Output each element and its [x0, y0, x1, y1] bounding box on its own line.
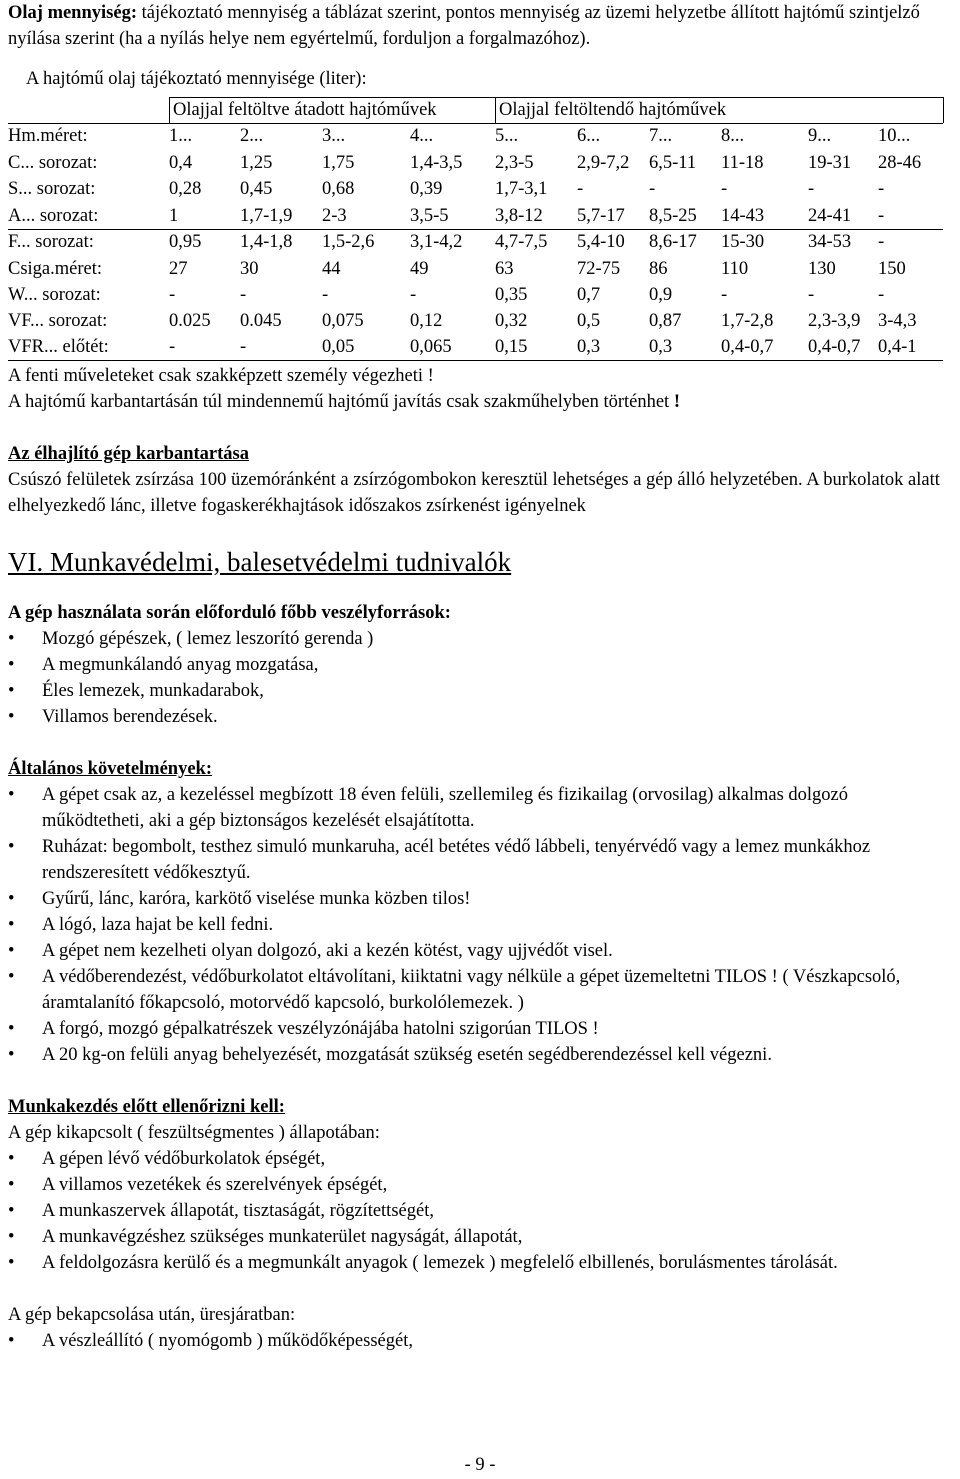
table-cell: 1,5-2,6 [322, 232, 375, 252]
table-cell: - [240, 337, 247, 357]
table-cell: 19-31 [808, 153, 852, 173]
table-cell: 0,5 [577, 311, 601, 331]
checks-intro: A gép kikapcsolt ( feszültségmentes ) állapotában: [8, 1123, 380, 1143]
table-cell: 11-18 [721, 153, 764, 173]
table-cell: 86 [649, 259, 668, 279]
table-cell: 0,075 [322, 311, 364, 331]
general-list [8, 782, 952, 1068]
table-cell: 28-46 [878, 153, 922, 173]
table-cell: 0,4 [169, 153, 193, 173]
table-cell: 0,3 [649, 337, 673, 357]
oil-quantity-table [8, 97, 952, 361]
table-cell: 8,6-17 [649, 232, 697, 252]
table-cell: 72-75 [577, 259, 621, 279]
table-cell: 0,35 [495, 285, 528, 305]
table-row-label: VFR... előtét: [8, 337, 109, 357]
table-cell: - [878, 285, 885, 305]
table-cell: 0,95 [169, 232, 202, 252]
table-cell: 0,3 [577, 337, 601, 357]
table-cell: 0,15 [495, 337, 528, 357]
checks-list [8, 1146, 952, 1276]
table-cell: - [808, 285, 815, 305]
table-cell: 34-53 [808, 232, 852, 252]
checks-list-2 [8, 1328, 952, 1354]
table-cell: 0,9 [649, 285, 673, 305]
table-cell: 49 [410, 259, 429, 279]
lube-title: Az élhajlító gép karbantartása [8, 444, 249, 464]
table-cell: 3,1-4,2 [410, 232, 463, 252]
table-cell: 0,39 [410, 179, 443, 199]
table-cell: 9... [808, 126, 832, 146]
table-cell: 3... [322, 126, 346, 146]
table-cell: 0,4-0,7 [721, 337, 774, 357]
table-cell: - [878, 232, 885, 252]
table-cell: 150 [878, 259, 906, 279]
list-item: • A 20 kg-on felüli anyag behelyezését, mozgatását szükség esetén segédberendezéssel kell végezni. [8, 1042, 952, 1068]
list-item: • A lógó, laza hajat be kell fedni. [8, 912, 952, 938]
table-cell: 5... [495, 126, 519, 146]
table-cell: 1,7-2,8 [721, 311, 774, 331]
table-cell: - [649, 179, 656, 199]
table-cell: 24-41 [808, 206, 852, 226]
list-item: • Ruházat: begombolt, testhez simuló munkaruha, acél betétes védő lábbeli, tenyérvédő vagy a lemez munkákhoz rendszeresített védőkesztyű. [8, 834, 952, 886]
list-item: • A forgó, mozgó gépalkatrészek veszélyzónájába hatolni szigorúan TILOS ! [8, 1016, 952, 1042]
warning-line [8, 389, 952, 415]
table-cell: 0,87 [649, 311, 682, 331]
list-item: • A munkavégzéshez szükséges munkaterület nagyságát, állapotát, [8, 1224, 952, 1250]
warning-line: A fenti műveleteket csak szakképzett személy végezheti ! [8, 366, 434, 386]
table-cell: 0,05 [322, 337, 355, 357]
table-cell: 0,065 [410, 337, 452, 357]
list-item: • A munkaszervek állapotát, tisztaságát, rögzítettségét, [8, 1198, 952, 1224]
table-border [495, 97, 496, 123]
table-border [8, 360, 943, 361]
table-cell: 4,7-7,5 [495, 232, 548, 252]
section-title [8, 545, 952, 579]
table-cell: 6,5-11 [649, 153, 697, 173]
table-border [8, 123, 943, 124]
hazards-title: A gép használata során előforduló főbb veszélyforrások: [8, 603, 451, 623]
table-cell: 7... [649, 126, 673, 146]
table-cell: 0,28 [169, 179, 202, 199]
list-item: • A feldolgozásra kerülő és a megmunkált anyagok ( lemezek ) megfelelő elbillenés, borulásmentes tárolását. [8, 1250, 952, 1276]
table-cell: 2-3 [322, 206, 347, 226]
page-number: - 9 - [464, 1455, 496, 1475]
section-number: VI. [8, 547, 44, 577]
table-cell: 15-30 [721, 232, 765, 252]
table-cell: 6... [577, 126, 601, 146]
lube-text: Csúszó felületek zsírzása 100 üzemóránként a zsírzógombokon keresztül lehetséges a gép álló helyzetében. A burkolatok alatt elhelyezkedő lánc, illetve fogaskerékhajtások időszakos zsírkenést igényelnek [8, 470, 940, 516]
table-cell: 63 [495, 259, 514, 279]
table-row-label: F... sorozat: [8, 232, 94, 252]
table-cell: 8,5-25 [649, 206, 697, 226]
table-row-label: C... sorozat: [8, 153, 98, 173]
warning-mark: ! [673, 392, 680, 412]
table-cell: 1,7-1,9 [240, 206, 293, 226]
intro-text: tájékoztató mennyiség a táblázat szerint, pontos mennyiség az üzemi helyzetbe állított hajtómű szintjelző nyílása szerint (ha a nyílás helye nem egyértelmű, forduljon a forgalmazóhoz). [8, 3, 920, 49]
table-cell: 27 [169, 259, 188, 279]
table-cell: 0.025 [169, 311, 211, 331]
table-cell: - [577, 179, 584, 199]
table-cell: 0,4-1 [878, 337, 917, 357]
warning-text: A hajtómű karbantartásán túl mindennemű hajtómű javítás csak szakműhelyben történhet [8, 392, 670, 412]
table-cell: - [169, 337, 176, 357]
table-cell: 4... [410, 126, 434, 146]
intro-paragraph [8, 0, 952, 52]
table-group-header: Olajjal feltöltve átadott hajtóművek [173, 100, 437, 120]
table-cell: - [808, 179, 815, 199]
table-cell: 1,25 [240, 153, 273, 173]
table-cell: - [169, 285, 176, 305]
section-heading: Munkavédelmi, balesetvédelmi tudnivalók [43, 547, 512, 577]
table-cell: 5,7-17 [577, 206, 625, 226]
table-cell: 3,8-12 [495, 206, 543, 226]
table-cell: 1,4-3,5 [410, 153, 463, 173]
table-cell: 0.045 [240, 311, 282, 331]
hazards-list [8, 626, 952, 730]
list-item: • A védőberendezést, védőburkolatot eltávolítani, kiiktatni vagy nélküle a gépet üzemeltetni TILOS ! ( Vészkapcsoló, áramtalanító főkapcsoló, motorvédő kapcsoló, burkolólemezek. ) [8, 964, 952, 1016]
table-border [169, 97, 170, 123]
table-cell: 2,3-3,9 [808, 311, 861, 331]
table-cell: 1,75 [322, 153, 355, 173]
table-row-label: Hm.méret: [8, 126, 88, 146]
list-item: • Gyűrű, lánc, karóra, karkötő viselése munka közben tilos! [8, 886, 952, 912]
table-border [943, 97, 944, 123]
table-row-label: VF... sorozat: [8, 311, 108, 331]
table-row-label: Csiga.méret: [8, 259, 103, 279]
table-group-header: Olajjal feltöltendő hajtóművek [499, 100, 727, 120]
table-cell: 44 [322, 259, 341, 279]
table-cell: 0,12 [410, 311, 443, 331]
table-cell: - [721, 179, 728, 199]
table-cell: 1,7-3,1 [495, 179, 548, 199]
list-item: • A gépen lévő védőburkolatok épségét, [8, 1146, 952, 1172]
table-cell: 2,9-7,2 [577, 153, 630, 173]
list-item: • A megmunkálandó anyag mozgatása, [8, 652, 952, 678]
table-cell: 5,4-10 [577, 232, 625, 252]
table-cell: 8... [721, 126, 745, 146]
list-item: • Villamos berendezések. [8, 704, 952, 730]
table-border [8, 229, 943, 230]
table-row-label: W... sorozat: [8, 285, 101, 305]
list-item: • Mozgó gépészek, ( lemez leszorító gerenda ) [8, 626, 952, 652]
table-cell: - [240, 285, 247, 305]
table-cell: 1... [169, 126, 193, 146]
table-cell: 0,68 [322, 179, 355, 199]
table-cell: 0,32 [495, 311, 528, 331]
checks-title: Munkakezdés előtt ellenőrizni kell: [8, 1097, 285, 1117]
table-row-label: S... sorozat: [8, 179, 96, 199]
table-cell: - [322, 285, 329, 305]
table-cell: 0,4-0,7 [808, 337, 861, 357]
table-cell: 0,7 [577, 285, 601, 305]
list-item: • A villamos vezetékek és szerelvények épségét, [8, 1172, 952, 1198]
list-item: • A gépet csak az, a kezeléssel megbízott 18 éven felüli, szellemileg és fizikailag (orvosilag) alkalmas dolgozó működtetheti, aki a gép biztonságos kezelését elsajátította. [8, 782, 952, 834]
table-cell: - [721, 285, 728, 305]
table-cell: 1,4-1,8 [240, 232, 293, 252]
table-cell: 10... [878, 126, 911, 146]
table-cell: - [878, 206, 885, 226]
table-row-label: A... sorozat: [8, 206, 99, 226]
table-cell: - [878, 179, 885, 199]
list-item: • Éles lemezek, munkadarabok, [8, 678, 952, 704]
table-cell: 2... [240, 126, 264, 146]
table-cell: 3-4,3 [878, 311, 917, 331]
table-cell: 0,45 [240, 179, 273, 199]
list-item: • A gépet nem kezelheti olyan dolgozó, aki a kezén kötést, vagy ujjvédőt visel. [8, 938, 952, 964]
table-cell: 30 [240, 259, 259, 279]
table-cell: 1 [169, 206, 179, 226]
checks-intro-2: A gép bekapcsolása után, üresjáratban: [8, 1305, 296, 1325]
table-caption: A hajtómű olaj tájékoztató mennyisége (liter): [26, 69, 367, 89]
table-cell: 14-43 [721, 206, 765, 226]
intro-label: Olaj mennyiség: [8, 3, 137, 23]
list-item: • A vészleállító ( nyomógomb ) működőképességét, [8, 1328, 952, 1354]
general-title: Általános követelmények: [8, 759, 212, 779]
table-cell: 2,3-5 [495, 153, 534, 173]
table-cell: 130 [808, 259, 836, 279]
table-cell: - [410, 285, 417, 305]
table-cell: 110 [721, 259, 749, 279]
table-cell: 3,5-5 [410, 206, 449, 226]
